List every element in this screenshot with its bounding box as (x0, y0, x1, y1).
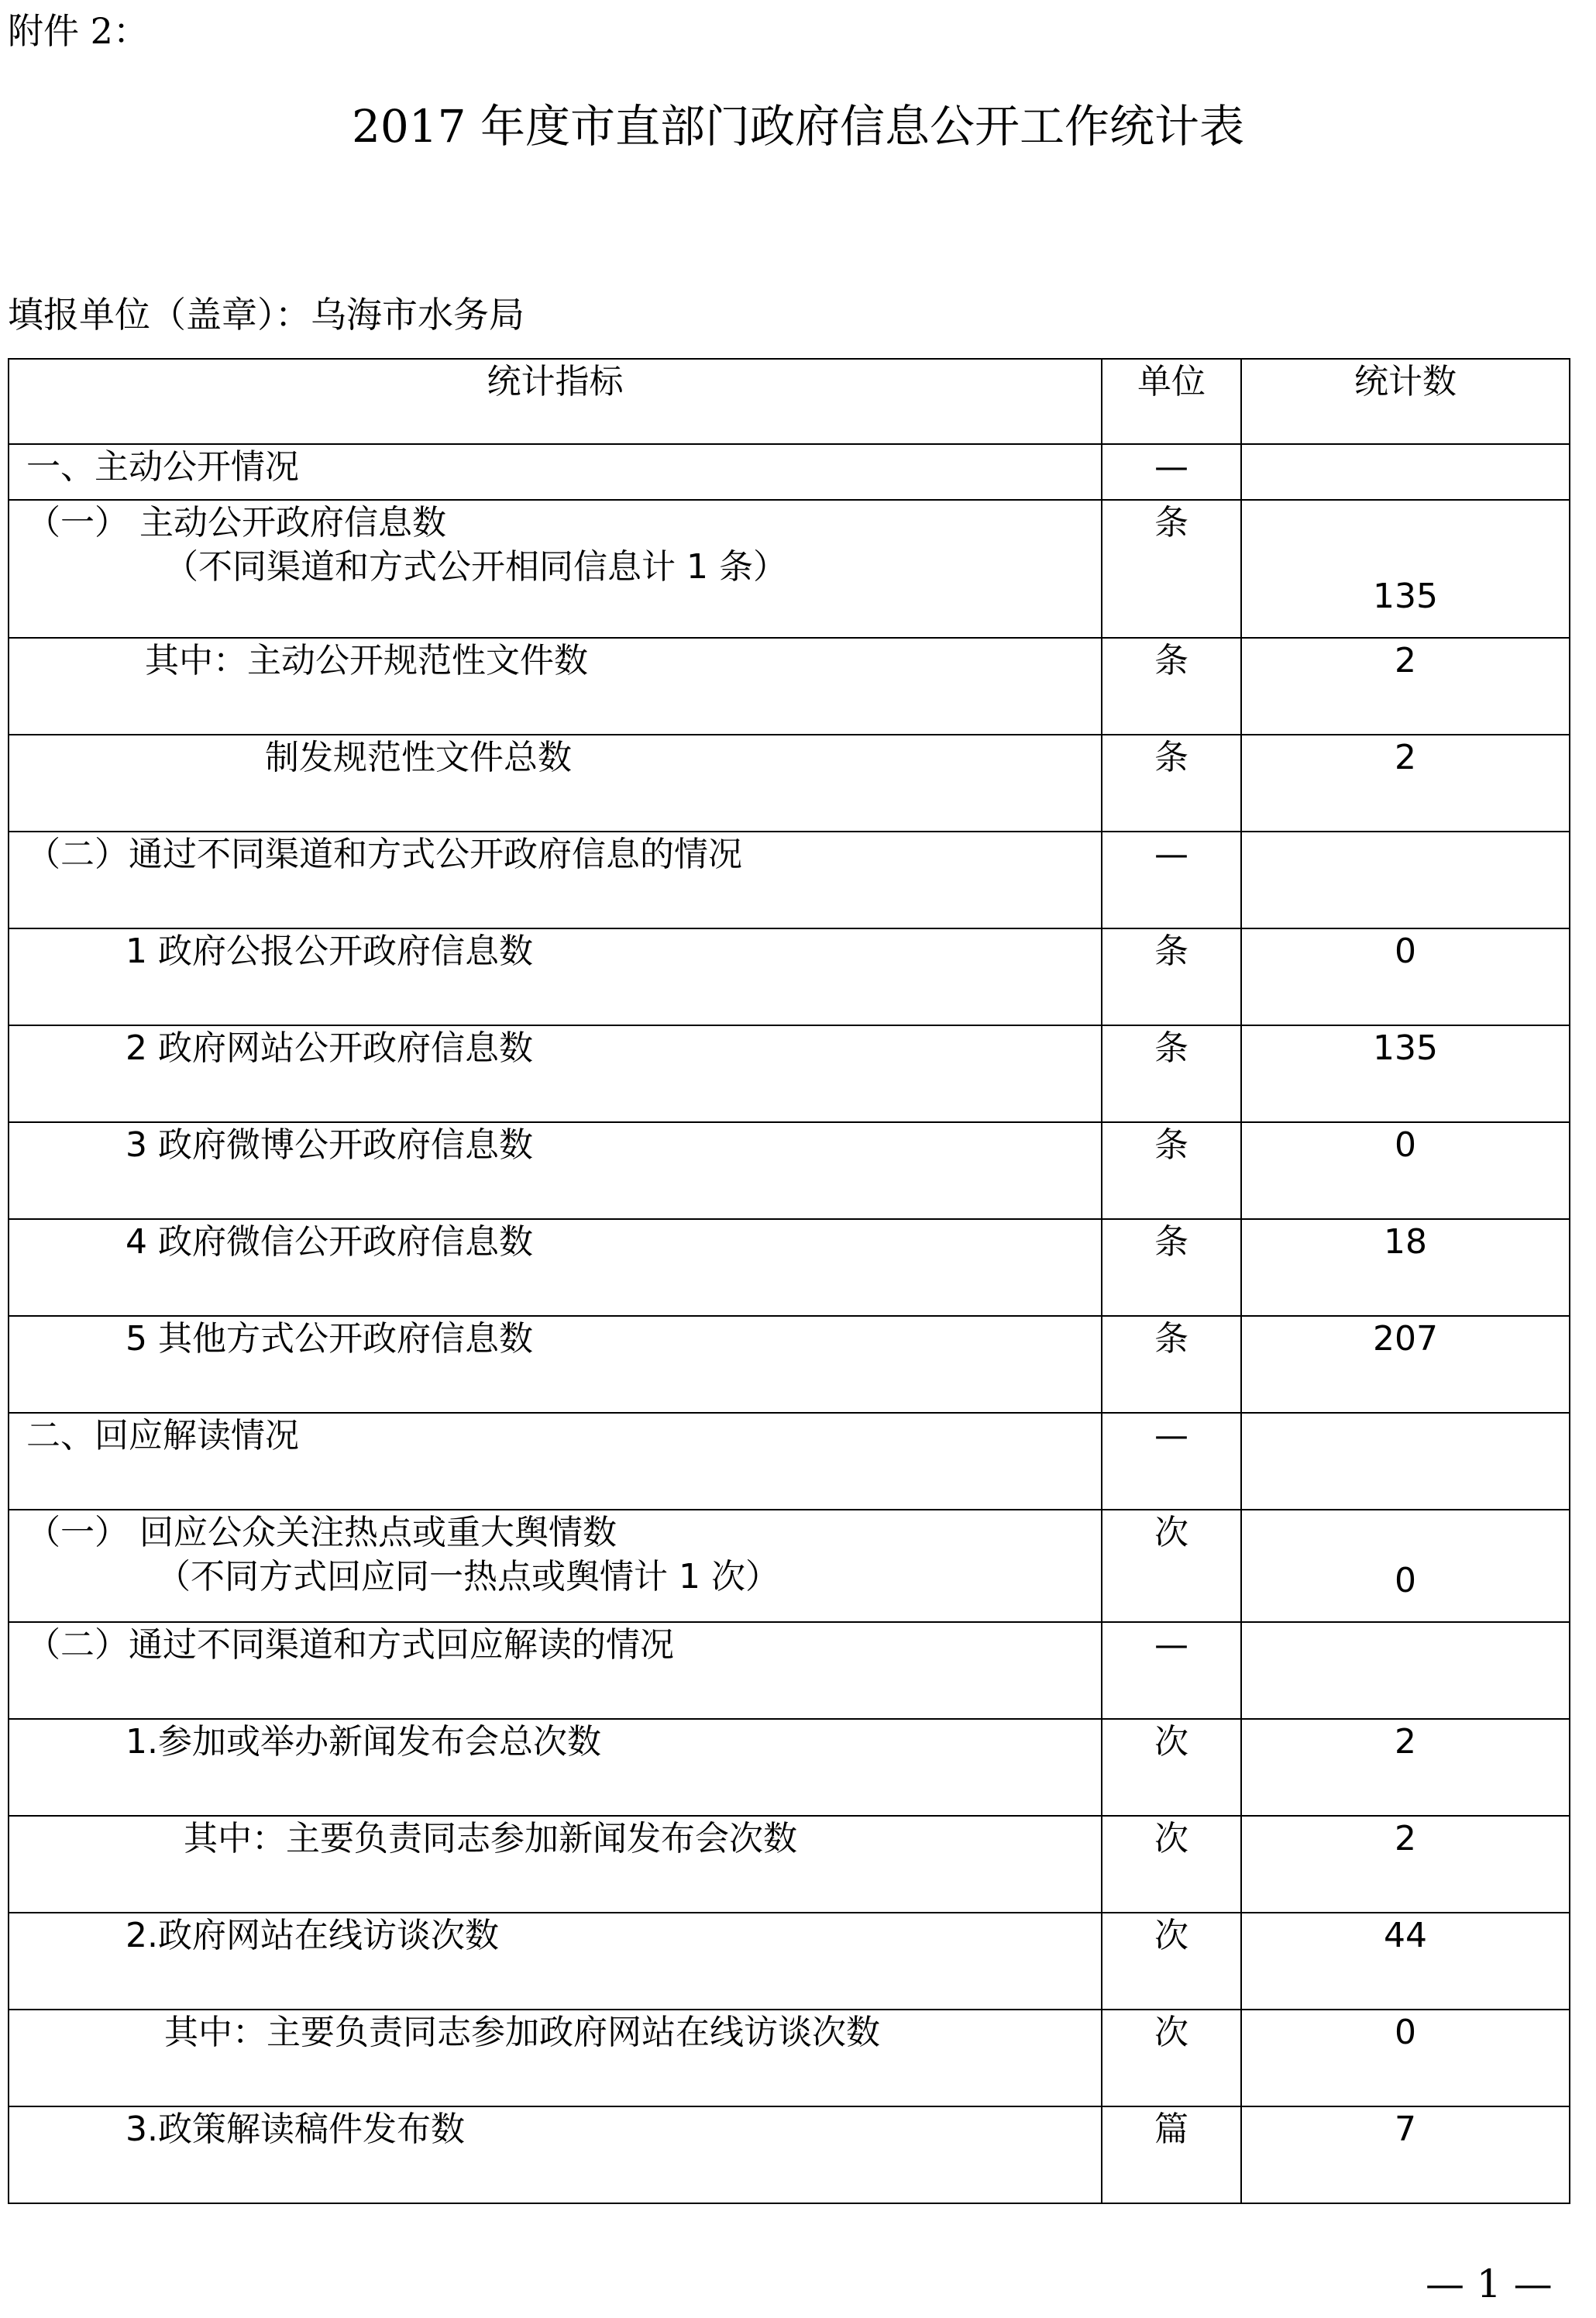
unit-cell: 次 (1102, 1913, 1241, 2010)
unit-cell: 条 (1102, 638, 1241, 735)
indicator-label: 二、回应解读情况 (26, 1416, 299, 1455)
unit-cell: 条 (1102, 500, 1241, 638)
value-cell: 44 (1241, 1913, 1570, 2010)
reporting-unit-label: 填报单位（盖章）： (8, 294, 311, 336)
value-cell (1241, 444, 1570, 500)
indicator-label: 其中：主要负责同志参加新闻发布会次数 (184, 1819, 797, 1858)
indicator-label: （一） 主动公开政府信息数 (26, 503, 446, 542)
indicator-cell (9, 638, 1102, 735)
value-cell (1241, 1413, 1570, 1510)
indicator-cell (9, 2010, 1102, 2106)
unit-cell: 条 (1102, 1025, 1241, 1122)
indicator-label: 1.参加或举办新闻发布会总次数 (126, 1722, 601, 1762)
value-cell: 2 (1241, 735, 1570, 832)
indicator-note: （不同方式回应同一热点或舆情计 1 次） (157, 1557, 779, 1597)
indicator-cell (9, 928, 1102, 1025)
indicator-cell (9, 1622, 1102, 1719)
header-indicator: 统计指标 (9, 359, 1102, 444)
indicator-cell (9, 1816, 1102, 1913)
table-row (9, 1413, 1570, 1510)
indicator-label: 其中：主要负责同志参加政府网站在线访谈次数 (164, 2013, 880, 2052)
statistics-table (8, 358, 1570, 2204)
value-cell (1241, 832, 1570, 928)
indicator-cell (9, 2106, 1102, 2203)
table-row (9, 444, 1570, 500)
table-row (9, 1719, 1570, 1816)
indicator-cell (9, 1219, 1102, 1316)
unit-cell: 次 (1102, 1510, 1241, 1622)
indicator-label: （一） 回应公众关注热点或重大舆情数 (26, 1513, 617, 1552)
indicator-label: 一、主动公开情况 (26, 447, 299, 487)
indicator-label: 5 其他方式公开政府信息数 (126, 1319, 533, 1359)
value-cell: 0 (1241, 928, 1570, 1025)
value-cell: 0 (1241, 1510, 1570, 1622)
unit-cell: 次 (1102, 1719, 1241, 1816)
table-row (9, 1122, 1570, 1219)
unit-cell: 条 (1102, 1316, 1241, 1413)
value-cell: 18 (1241, 1219, 1570, 1316)
indicator-cell (9, 1025, 1102, 1122)
table-row (9, 735, 1570, 832)
table-row (9, 1025, 1570, 1122)
table-row (9, 2106, 1570, 2203)
table-row (9, 500, 1570, 638)
unit-cell: 次 (1102, 2010, 1241, 2106)
value-cell: 7 (1241, 2106, 1570, 2203)
table-row (9, 832, 1570, 928)
table-row (9, 2010, 1570, 2106)
reporting-unit-line (8, 287, 525, 338)
value-cell: 2 (1241, 1719, 1570, 1816)
unit-cell: 条 (1102, 1219, 1241, 1316)
indicator-label: 其中：主动公开规范性文件数 (145, 641, 588, 680)
value-cell (1241, 1622, 1570, 1719)
indicator-label: 2 政府网站公开政府信息数 (126, 1028, 533, 1068)
attachment-label: 附件 2： (8, 10, 149, 52)
indicator-cell (9, 1122, 1102, 1219)
unit-cell: 条 (1102, 928, 1241, 1025)
header-count: 统计数 (1241, 359, 1570, 444)
indicator-label: 2.政府网站在线访谈次数 (126, 1916, 499, 1955)
table-row (9, 1622, 1570, 1719)
value-cell: 0 (1241, 2010, 1570, 2106)
table-row (9, 928, 1570, 1025)
indicator-label: 3 政府微博公开政府信息数 (126, 1125, 533, 1165)
unit-cell: — (1102, 1622, 1241, 1719)
reporting-unit-name: 乌海市水务局 (311, 294, 525, 336)
indicator-cell (9, 832, 1102, 928)
indicator-label: 4 政府微信公开政府信息数 (126, 1222, 533, 1262)
unit-cell: 次 (1102, 1816, 1241, 1913)
indicator-cell (9, 1413, 1102, 1510)
indicator-label: 制发规范性文件总数 (265, 738, 572, 777)
table-row (9, 638, 1570, 735)
value-cell: 2 (1241, 638, 1570, 735)
indicator-cell (9, 500, 1102, 638)
table-row (9, 1510, 1570, 1622)
value-cell: 135 (1241, 1025, 1570, 1122)
unit-cell: — (1102, 444, 1241, 500)
table-row (9, 1316, 1570, 1413)
indicator-cell (9, 444, 1102, 500)
value-cell: 2 (1241, 1816, 1570, 1913)
table-row (9, 1913, 1570, 2010)
indicator-label: （二）通过不同渠道和方式回应解读的情况 (26, 1625, 674, 1665)
unit-cell: — (1102, 832, 1241, 928)
indicator-cell (9, 1913, 1102, 2010)
page-number: — 1 — (1426, 2261, 1553, 2306)
indicator-label: （二）通过不同渠道和方式公开政府信息的情况 (26, 835, 742, 874)
indicator-label: 3.政策解读稿件发布数 (126, 2110, 465, 2149)
table-header-row (9, 359, 1570, 444)
indicator-note: （不同渠道和方式公开相同信息计 1 条） (164, 547, 787, 587)
unit-cell: 篇 (1102, 2106, 1241, 2203)
table-row (9, 1219, 1570, 1316)
unit-cell: 条 (1102, 1122, 1241, 1219)
value-cell: 207 (1241, 1316, 1570, 1413)
indicator-cell (9, 1510, 1102, 1622)
indicator-label: 1 政府公报公开政府信息数 (126, 932, 533, 971)
value-cell: 135 (1241, 500, 1570, 638)
value-cell: 0 (1241, 1122, 1570, 1219)
indicator-cell (9, 1719, 1102, 1816)
header-unit: 单位 (1102, 359, 1241, 444)
indicator-cell (9, 1316, 1102, 1413)
table-row (9, 1816, 1570, 1913)
unit-cell: 条 (1102, 735, 1241, 832)
indicator-cell (9, 735, 1102, 832)
unit-cell: — (1102, 1413, 1241, 1510)
page-title: 2017 年度市直部门政府信息公开工作统计表 (351, 100, 1245, 153)
